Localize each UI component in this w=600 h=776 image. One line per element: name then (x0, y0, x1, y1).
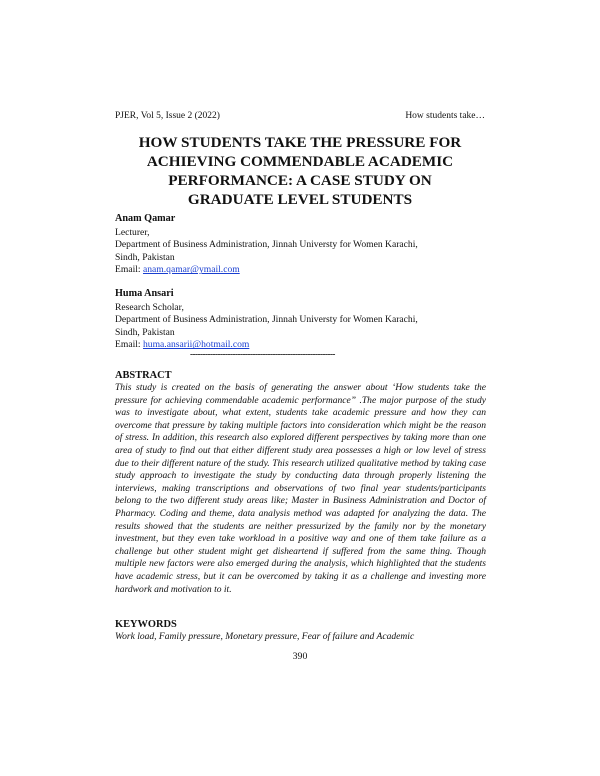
author-name: Huma Ansari (115, 288, 174, 299)
author-department: Department of Business Administration, Jinnah Universty for Women Karachi, (115, 314, 418, 326)
journal-citation: PJER, Vol 5, Issue 2 (2022) (115, 111, 220, 121)
author-role: Lecturer, (115, 226, 150, 238)
email-label: Email: (115, 264, 143, 276)
title-line: ACHIEVING COMMENDABLE ACADEMIC (146, 153, 454, 170)
author-email-link[interactable]: huma.ansarii@hotmail.com (142, 339, 250, 351)
author-email-line (115, 264, 485, 277)
title-line: HOW STUDENTS TAKE THE PRESSURE FOR (138, 134, 462, 151)
title-line: PERFORMANCE: A CASE STUDY ON (168, 172, 432, 189)
section-divider: ---------------------------------------------------------- (190, 349, 335, 359)
author-location: Sindh, Pakistan (115, 251, 175, 263)
author-department: Department of Business Administration, Jinnah Universty for Women Karachi, (115, 239, 418, 251)
keywords-text: Work load, Family pressure, Monetary pressure, Fear of failure and Academic (115, 631, 415, 642)
abstract-heading: ABSTRACT (115, 370, 172, 381)
running-header (115, 111, 485, 121)
author-email-link[interactable]: anam.qamar@ymail.com (142, 264, 240, 276)
short-title: How students take… (405, 111, 485, 121)
keywords-heading: KEYWORDS (115, 619, 177, 630)
author-name: Anam Qamar (115, 213, 176, 224)
author-location: Sindh, Pakistan (115, 326, 175, 338)
abstract-text: This study is created on the basis of generating the answer about ‘How students take the pressure for achieving commendable academic performance” .The major purpose of the study was to investigate about, what extent, students take academic pressure and how they can overcome that pressure by taking multiple factors into consideration which might be the reason of stress. In addition, this research also explored different perspectives by taking more than one area of study to find out that either different study area possesses a high or low level of stress due to their different nature of the study. This research utilized qualitative method by taking case study approach to investigate the study by conducting data through properly listening the interviews, making transcriptions and observations of two final year students/participants belong to the two different study areas like; Master in Business Administration and Doctor of Pharmacy. Coding and theme, data analysis method was adapted for analyzing the data. The results showed that the students are neither pressurized by the family nor by the monetary investment, but they even take workload in a positive way and one of them take failure as a challenge but other student might get disheartend if suffered from the same thing. Though multiple new factors were also emerged during the analysis, which highlighted that the students have academic stress, but it can be overcomed by taking it as a challenge and investing more hardwork and motivation to it. (115, 382, 486, 595)
author-block (115, 213, 485, 277)
author-role: Research Scholar, (115, 301, 184, 313)
title-line: GRADUATE LEVEL STUDENTS (187, 191, 413, 208)
author-block (115, 288, 485, 352)
paper-title (115, 133, 485, 209)
email-label: Email: (115, 339, 143, 351)
page-number: 390 (292, 651, 308, 662)
